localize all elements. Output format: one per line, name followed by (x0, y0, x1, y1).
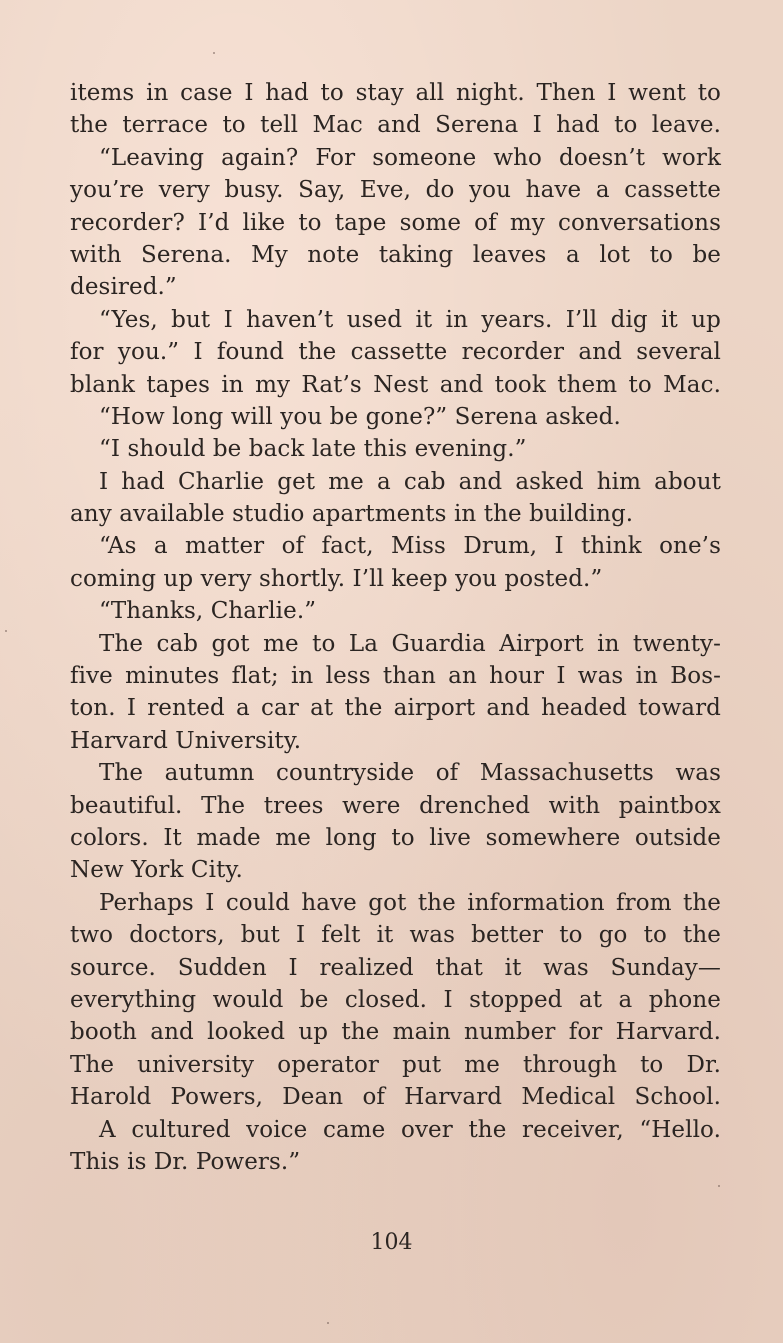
text-line: I had Charlie get me a cab and asked him about (99, 468, 721, 495)
text-line: “I should be back late this evening.” (99, 436, 527, 463)
paper-speck (327, 1322, 329, 1324)
text-line: coming up very shortly. I’ll keep you posted.” (70, 565, 603, 592)
paper-speck (5, 630, 7, 632)
text-line: The autumn countryside of Massachusetts was (99, 760, 721, 787)
text-line: five minutes flat; in less than an hour I was in Bos- (70, 663, 721, 690)
text-line: desired.” (70, 274, 177, 301)
text-line: “As a matter of fact, Miss Drum, I think one’s (99, 533, 721, 560)
text-line: New York City. (70, 857, 243, 884)
text-line: recorder? I’d like to tape some of my conversations (70, 209, 721, 236)
text-line: “How long will you be gone?” Serena asked. (99, 403, 621, 430)
text-line: everything would be closed. I stopped at a phone (70, 986, 721, 1013)
text-line: The university operator put me through to Dr. (70, 1051, 721, 1078)
text-line: Harold Powers, Dean of Harvard Medical School. (70, 1084, 721, 1111)
text-line: colors. It made me long to live somewhere outside (70, 824, 721, 851)
text-line: items in case I had to stay all night. Then I went to (70, 80, 721, 106)
text-line: booth and looked up the main number for Harvard. (70, 1019, 721, 1046)
text-line: any available studio apartments in the building. (70, 501, 634, 528)
paper-speck (718, 1185, 720, 1187)
text-line: you’re very busy. Say, Eve, do you have a cassette (70, 177, 721, 204)
text-line: source. Sudden I realized that it was Sunday— (70, 954, 721, 981)
text-line: the terrace to tell Mac and Serena I had to leave. (70, 112, 721, 139)
text-line: “Leaving again? For someone who doesn’t work (99, 144, 721, 171)
text-line: for you.” I found the cassette recorder and several (70, 339, 721, 366)
text-line: ton. I rented a car at the airport and headed toward (70, 695, 721, 722)
text-line: “Yes, but I haven’t used it in years. I’ll dig it up (99, 306, 721, 333)
text-line: beautiful. The trees were drenched with paintbox (70, 792, 721, 819)
text-line: This is Dr. Powers.” (70, 1148, 301, 1175)
text-line: The cab got me to La Guardia Airport in twenty- (99, 630, 721, 657)
text-line: blank tapes in my Rat’s Nest and took them to Mac. (70, 371, 721, 398)
text-line: Perhaps I could have got the information from the (99, 889, 721, 916)
text-line: A cultured voice came over the receiver, “Hello. (99, 1116, 721, 1143)
text-line: with Serena. My note taking leaves a lot to be (70, 241, 721, 268)
paper-speck (213, 52, 215, 54)
text-line: “Thanks, Charlie.” (99, 598, 317, 625)
body-text (70, 77, 721, 1178)
text-line: two doctors, but I felt it was better to go to the (70, 922, 721, 949)
page-number: 104 (370, 1230, 413, 1255)
text-line: Harvard University. (70, 727, 302, 754)
